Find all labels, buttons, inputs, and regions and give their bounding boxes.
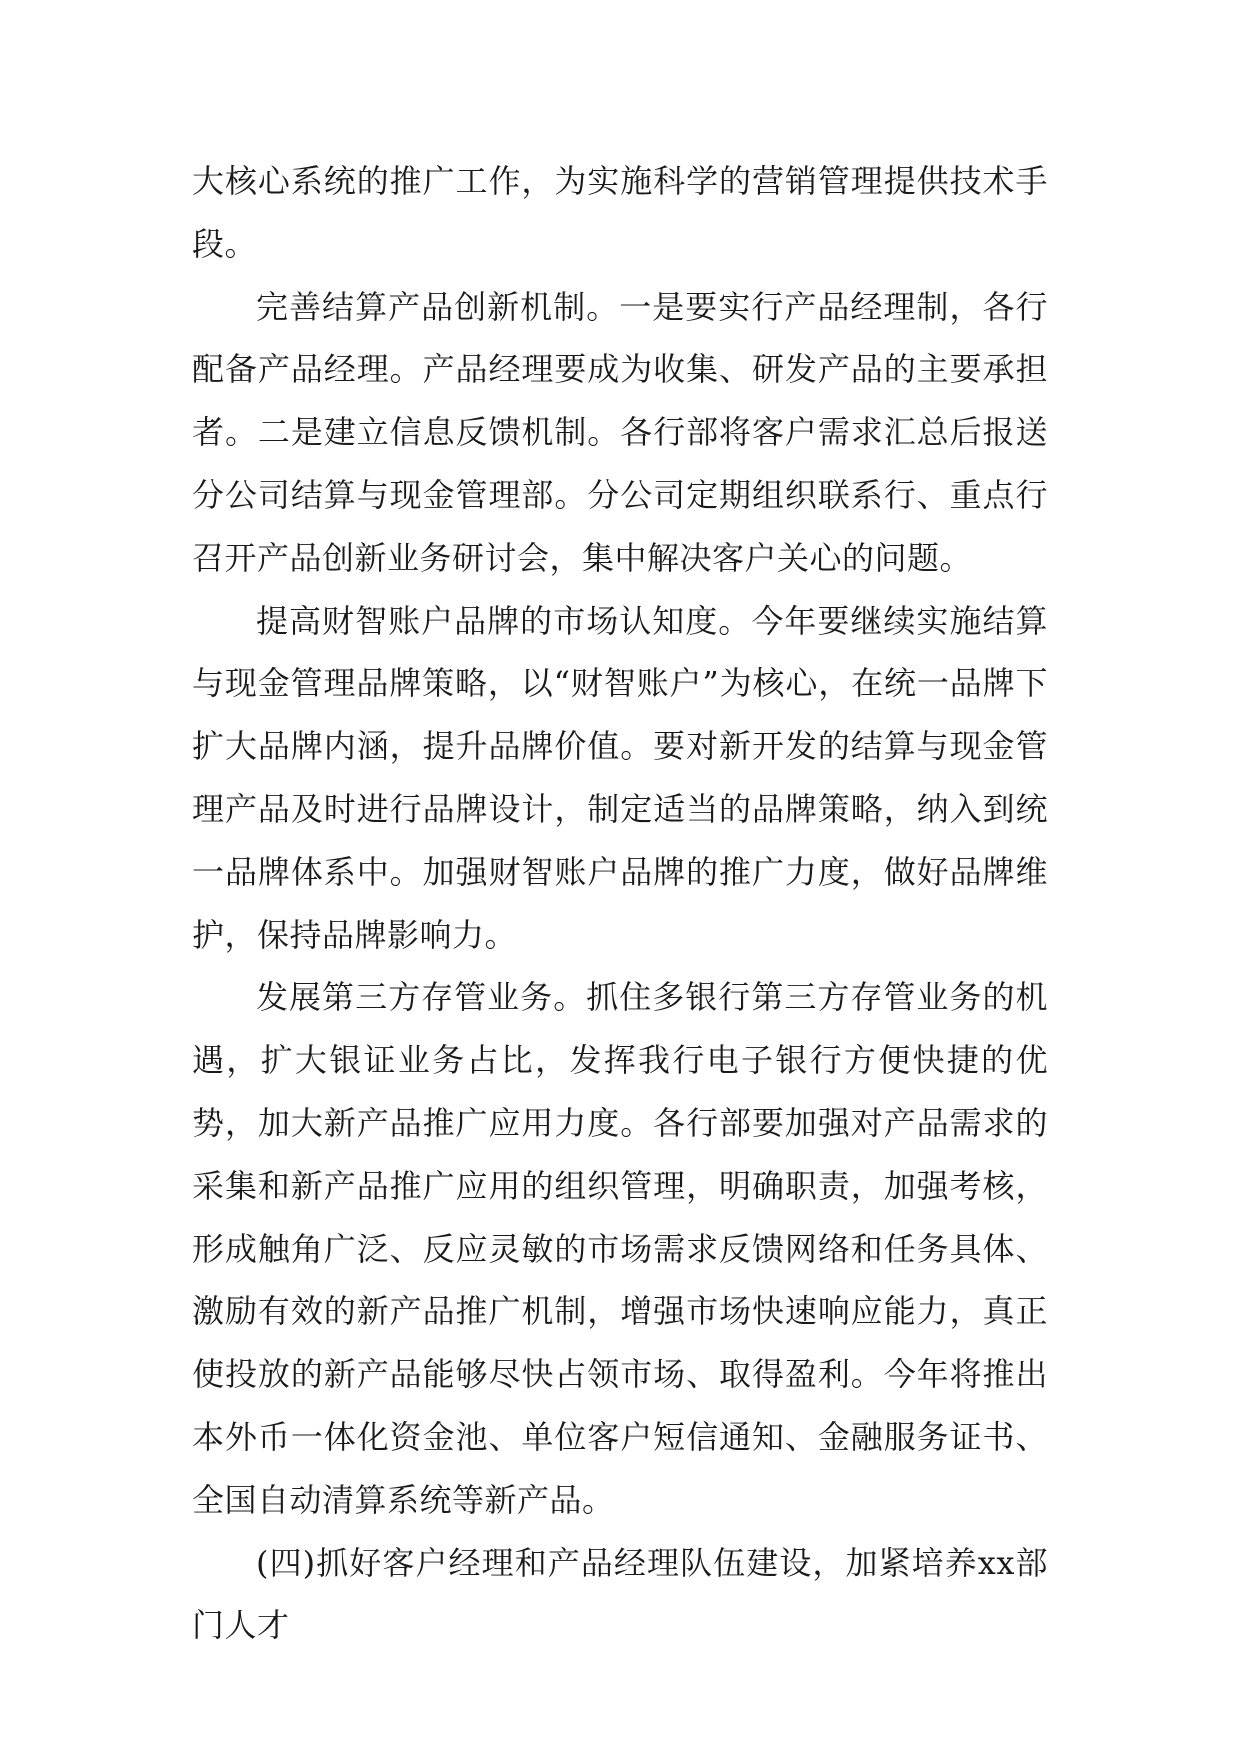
paragraph-2: 完善结算产品创新机制。一是要实行产品经理制，各行配备产品经理。产品经理要成为收集、研发产品的主要承担者。二是建立信息反馈机制。各行部将客户需求汇总后报送分公司结算与现金管理部。分公司定期组织联系行、重点行召开产品创新业务研讨会，集中解决客户关心的问题。 — [192, 287, 1048, 577]
paragraph-1: 大核心系统的推广工作，为实施科学的营销管理提供技术手段。 — [192, 162, 1048, 263]
section-heading-4: (四)抓好客户经理和产品经理队伍建设，加紧培养xx部门人才 — [192, 1543, 1048, 1645]
paragraph-4: 发展第三方存管业务。抓住多银行第三方存管业务的机遇，扩大银证业务占比，发挥我行电子银行方便快捷的优势，加大新产品推广应用力度。各行部要加强对产品需求的采集和新产品推广应用的组织管理，明确职责，加强考核，形成触角广泛、反应灵敏的市场需求反馈网络和任务具体、激励有效的新产品推广机制，增强市场快速响应能力，真正使投放的新产品能够尽快占领市场、取得盈利。今年将推出本外币一体化资金池、单位客户短信通知、金融服务证书、全国自动清算系统等新产品。 — [192, 978, 1048, 1519]
paragraph-3: 提高财智账户品牌的市场认知度。今年要继续实施结算与现金管理品牌策略，以“财智账户”为核心，在统一品牌下扩大品牌内涵，提升品牌价值。要对新开发的结算与现金管理产品及时进行品牌设计，制定适当的品牌策略，纳入到统一品牌体系中。加强财智账户品牌的推广力度，做好品牌维护，保持品牌影响力。 — [192, 601, 1048, 954]
document-body — [192, 150, 1048, 1657]
